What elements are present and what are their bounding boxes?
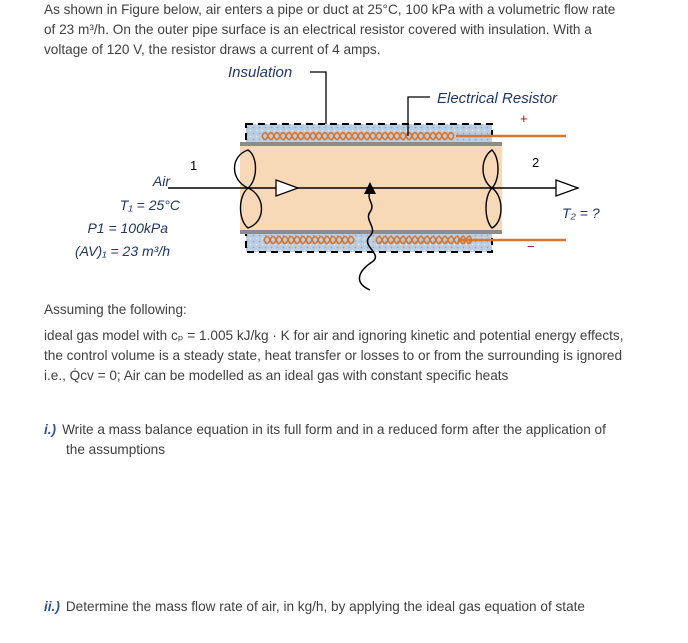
assumption-line-2: the control volume is a steady state, heat transfer or losses to or from the surrounding is ignored: [44, 348, 623, 363]
assumptions-heading: Assuming the following:: [44, 302, 187, 317]
intro-line-3: voltage of 120 V, the resistor draws a current of 4 amps.: [44, 42, 381, 57]
insulation-label: Insulation: [228, 64, 293, 81]
flow-arrow-exit: [556, 180, 578, 196]
resistor-label: Electrical Resistor: [437, 90, 558, 107]
t2-label: T₂ = ?: [562, 205, 600, 221]
question-1-line-1: Write a mass balance equation in its full form and in a reduced form after the application of: [62, 422, 606, 437]
question-2-number: ii.): [44, 599, 60, 614]
assumption-line-3: i.e., Q̇cv = 0; Air can be modelled as an ideal gas with constant specific heats: [44, 368, 509, 383]
question-1-line-2: the assumptions: [66, 442, 165, 457]
state-1-label: 1: [190, 158, 198, 173]
p1-label: P1 = 100kPa: [87, 220, 168, 236]
intro-line-2: of 23 m³/h. On the outer pipe surface is an electrical resistor covered with insulation. With a: [44, 22, 592, 37]
pipe-diagram: [0, 0, 688, 300]
intro-line-1: As shown in Figure below, air enters a pipe or duct at 25°C, 100 kPa with a volumetric flow rate: [44, 2, 616, 17]
av1-label: (AV)₁ = 23 m³/h: [74, 243, 170, 259]
assumption-line-1: ideal gas model with cₚ = 1.005 kJ/kg · K for air and ignoring kinetic and potential energy effects,: [44, 328, 624, 343]
t1-label: T₁ = 25°C: [119, 197, 180, 213]
question-1: [44, 420, 664, 460]
plus-terminal: +: [520, 111, 528, 126]
question-2: [44, 597, 664, 617]
assumptions-block: [44, 300, 674, 386]
question-1-number: i.): [44, 422, 57, 437]
air-label: Air: [152, 173, 170, 189]
state-2-label: 2: [532, 155, 540, 170]
insulation-leader: [310, 72, 326, 124]
minus-terminal: −: [527, 239, 535, 254]
question-2-line-1: Determine the mass flow rate of air, in kg/h, by applying the ideal gas equation of state: [65, 599, 585, 614]
